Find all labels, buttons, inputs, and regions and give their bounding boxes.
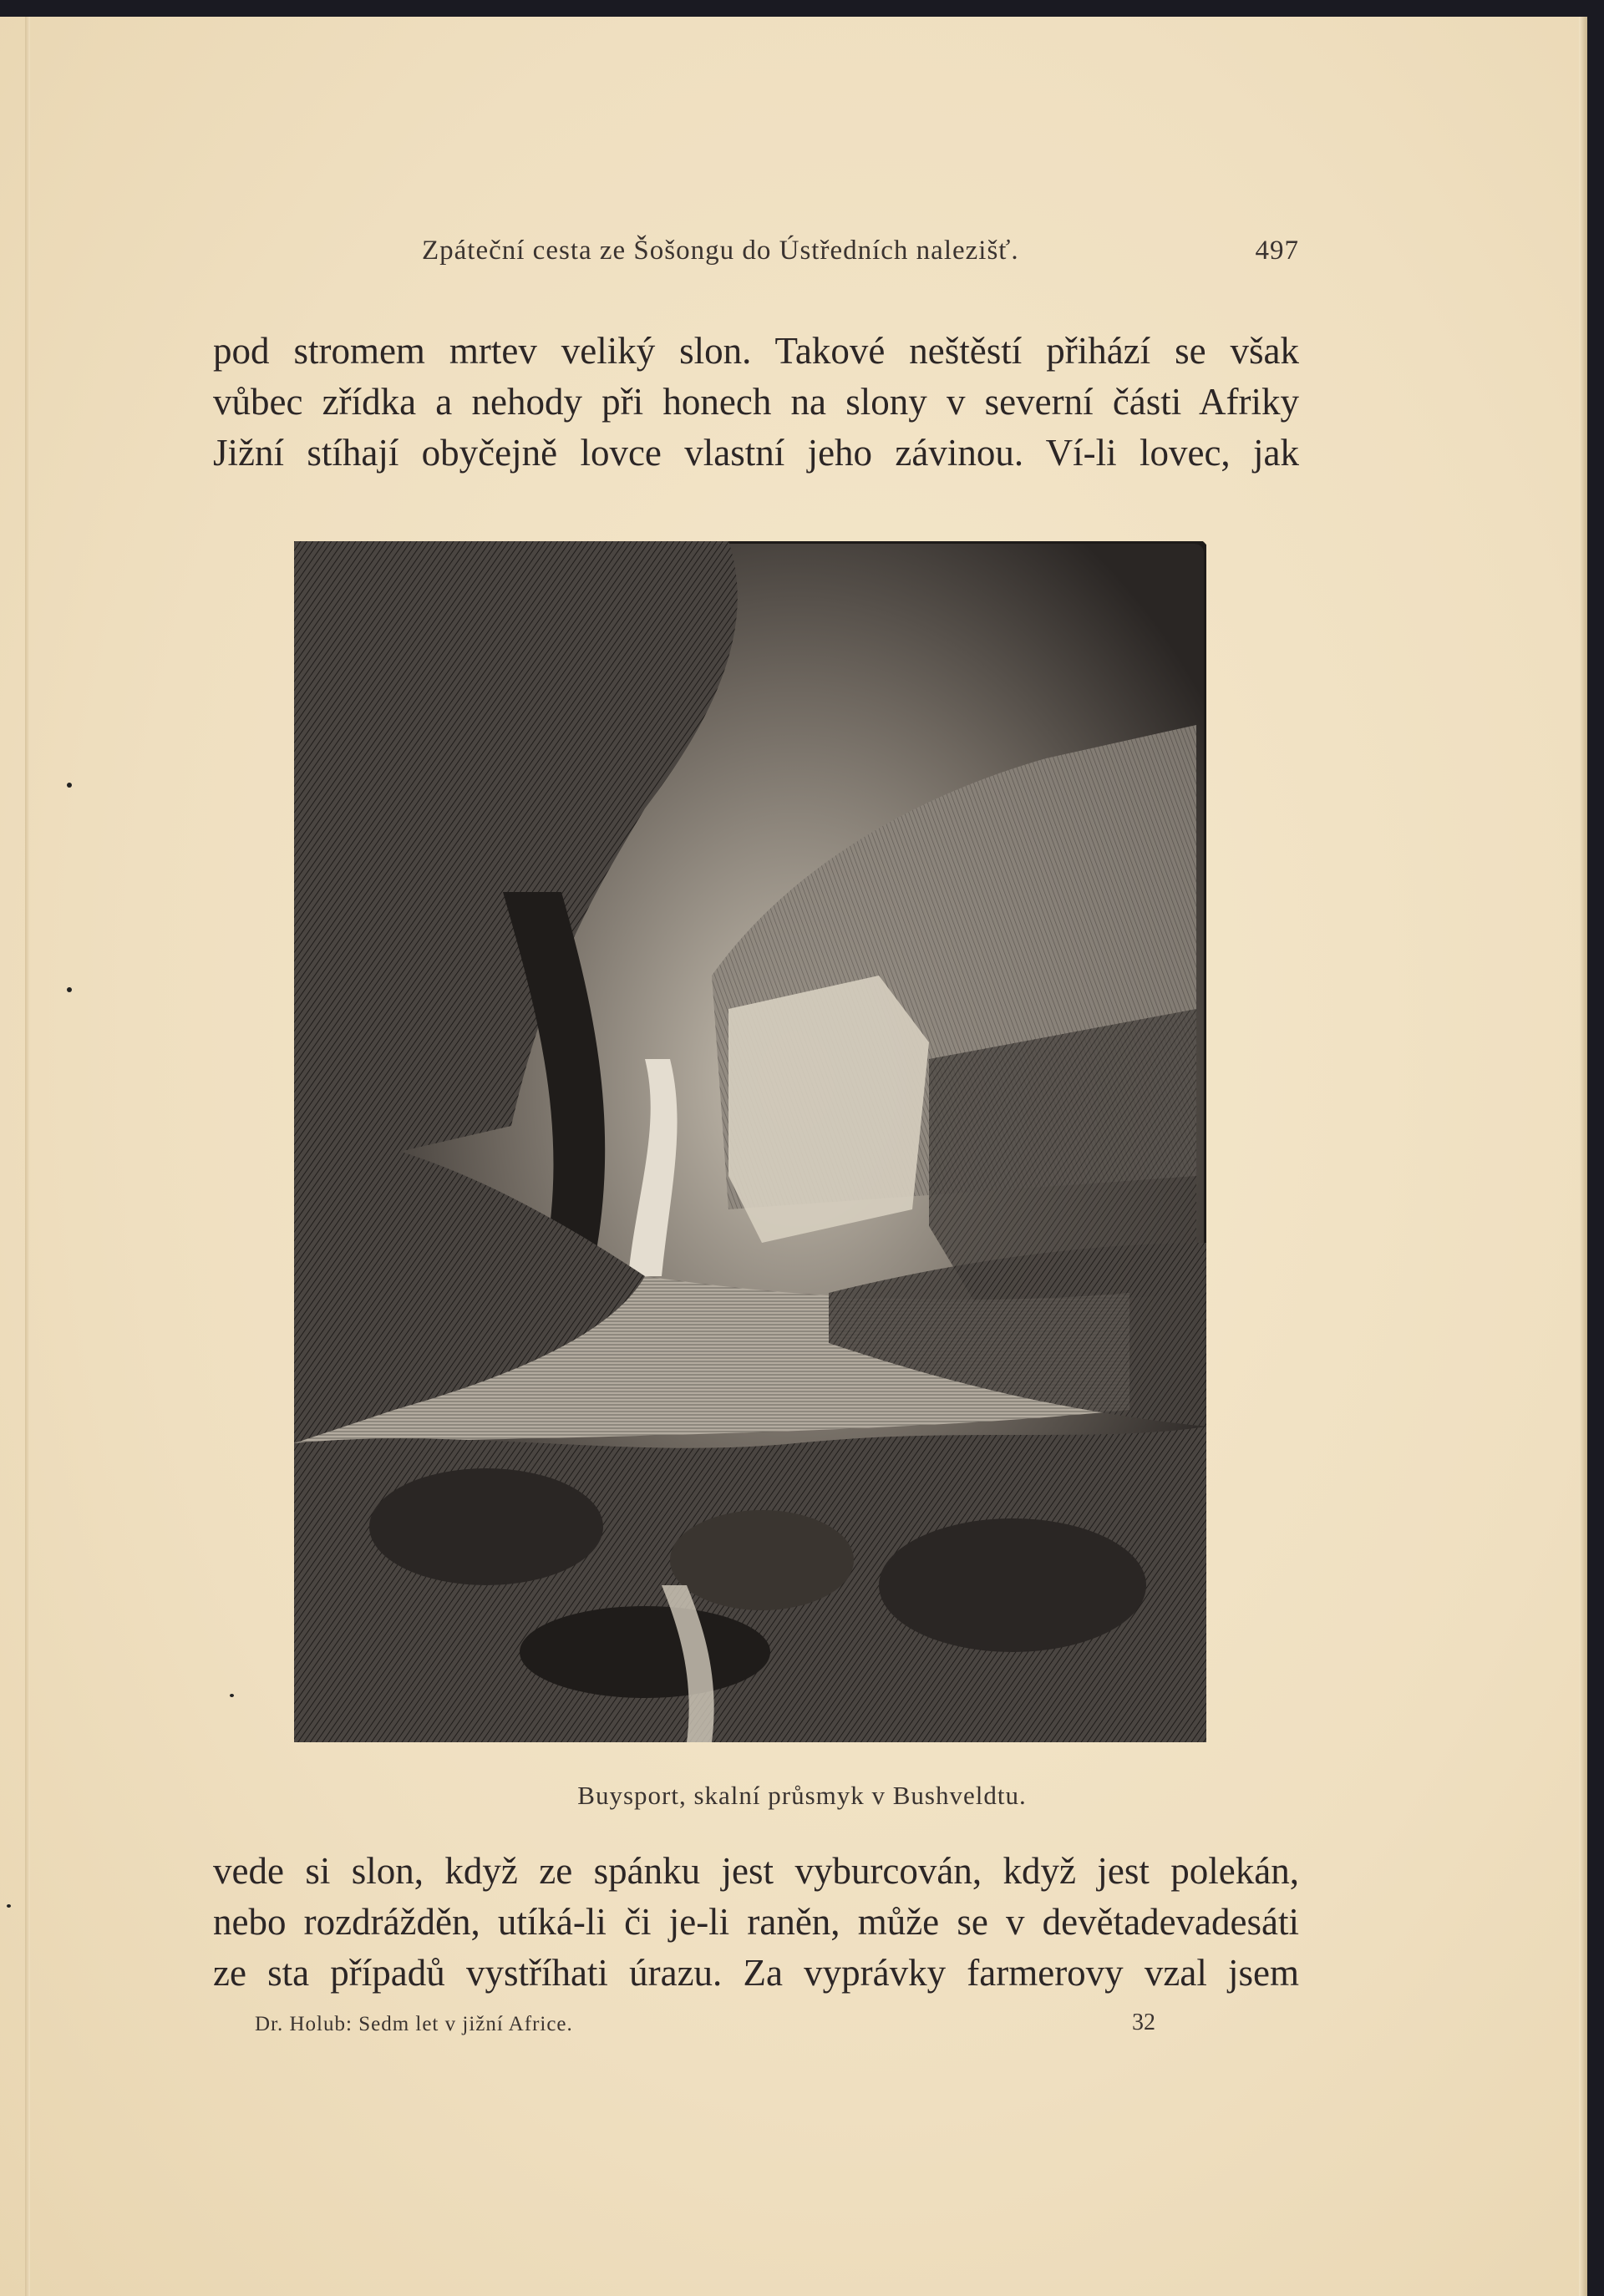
page-edge: [1579, 17, 1587, 2296]
body-text-top: [213, 326, 1299, 479]
signature-line: Dr. Holub: Sedm let v jižní Africe.: [255, 2013, 573, 2035]
running-title: Zpáteční cesta ze Šošongu do Ústředních nalezišť.: [422, 236, 1019, 266]
print-speck: [67, 783, 72, 788]
engraving-illustration: [294, 541, 1206, 1742]
print-speck: [67, 987, 72, 992]
text-line: ze sta případů vystříhati úrazu. Za vyprávky farmerovy vzal jsem: [213, 1952, 1299, 1994]
print-speck: [230, 1694, 234, 1697]
page-gutter: [25, 17, 30, 2296]
text-line: Jižní stíhají obyčejně lovce vlastní jeho závinou. Ví-li lovec, jak: [213, 432, 1299, 474]
signature-number: 32: [1132, 2010, 1155, 2035]
text-line: vůbec zřídka a nehody při honech na slony v severní části Afriky: [213, 381, 1299, 423]
running-head: [422, 236, 1299, 269]
text-line: nebo rozdrážděn, utíká-li či je-li raněn, může se v devětadevadesáti: [213, 1901, 1299, 1943]
print-speck: [7, 1904, 11, 1908]
text-line: vede si slon, když ze spánku jest vyburcován, když jest polekán,: [213, 1850, 1299, 1892]
book-page: [0, 17, 1587, 2296]
body-text-bottom: [213, 1846, 1299, 1999]
page-number: 497: [1255, 236, 1299, 266]
illustration-caption: Buysport, skalní průsmyk v Bushveldtu.: [577, 1781, 1027, 1810]
text-line: pod stromem mrtev veliký slon. Takové neštěstí přihází se však: [213, 330, 1299, 372]
